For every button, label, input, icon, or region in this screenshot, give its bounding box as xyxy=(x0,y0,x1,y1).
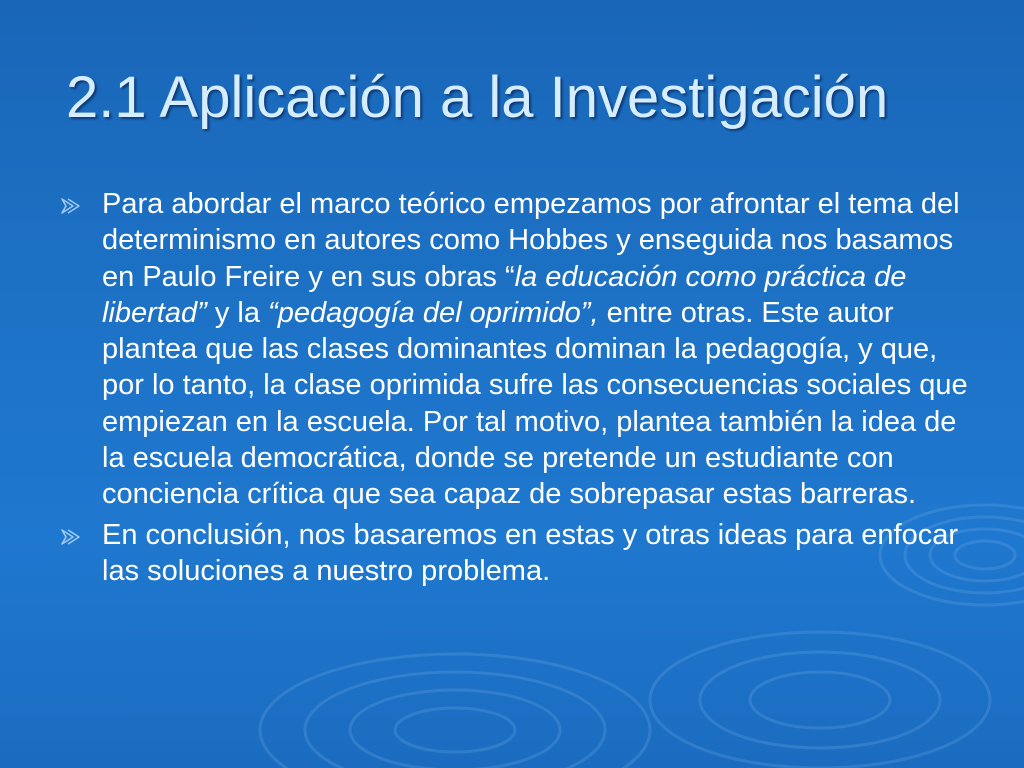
bullet-text xyxy=(102,517,970,590)
bullet-text xyxy=(102,186,970,513)
bullet-text-italic-run: “pedagogía del oprimido”, xyxy=(268,296,599,329)
bullet-text-run: entre otras. Este autor plantea que las clases dominantes dominan la pedagogía, y que, por lo tanto, la clase oprimida sufre las consecuencias sociales que empiezan en la escuela. Por tal motivo, plantea también la idea de la escuela democrática, donde se pretende un estudiante con conciencia crítica que sea capaz de sobrepasar estas barreras. xyxy=(102,296,968,511)
bullet-text-run: En conclusión, nos basaremos en estas y otras ideas para enfocar las soluciones a nuestro problema. xyxy=(102,518,958,587)
arrowhead-bullet-icon xyxy=(60,529,82,545)
bullet-text-run: y la xyxy=(206,296,269,329)
bullet-text-run: Para abordar el marco teórico empezamos por afrontar el tema del determinismo en autores como Hobbes y enseguida nos basamos en Paulo Freire y en sus obras “ xyxy=(102,188,960,293)
arrowhead-bullet-icon xyxy=(60,198,82,214)
bullet-list xyxy=(60,186,970,593)
bullet-item xyxy=(60,186,970,513)
bullet-text-italic-run: la educación como práctica de libertad” xyxy=(102,260,907,329)
bullet-item xyxy=(60,517,970,590)
slide-title: 2.1 Aplicación a la Investigación xyxy=(66,65,889,130)
